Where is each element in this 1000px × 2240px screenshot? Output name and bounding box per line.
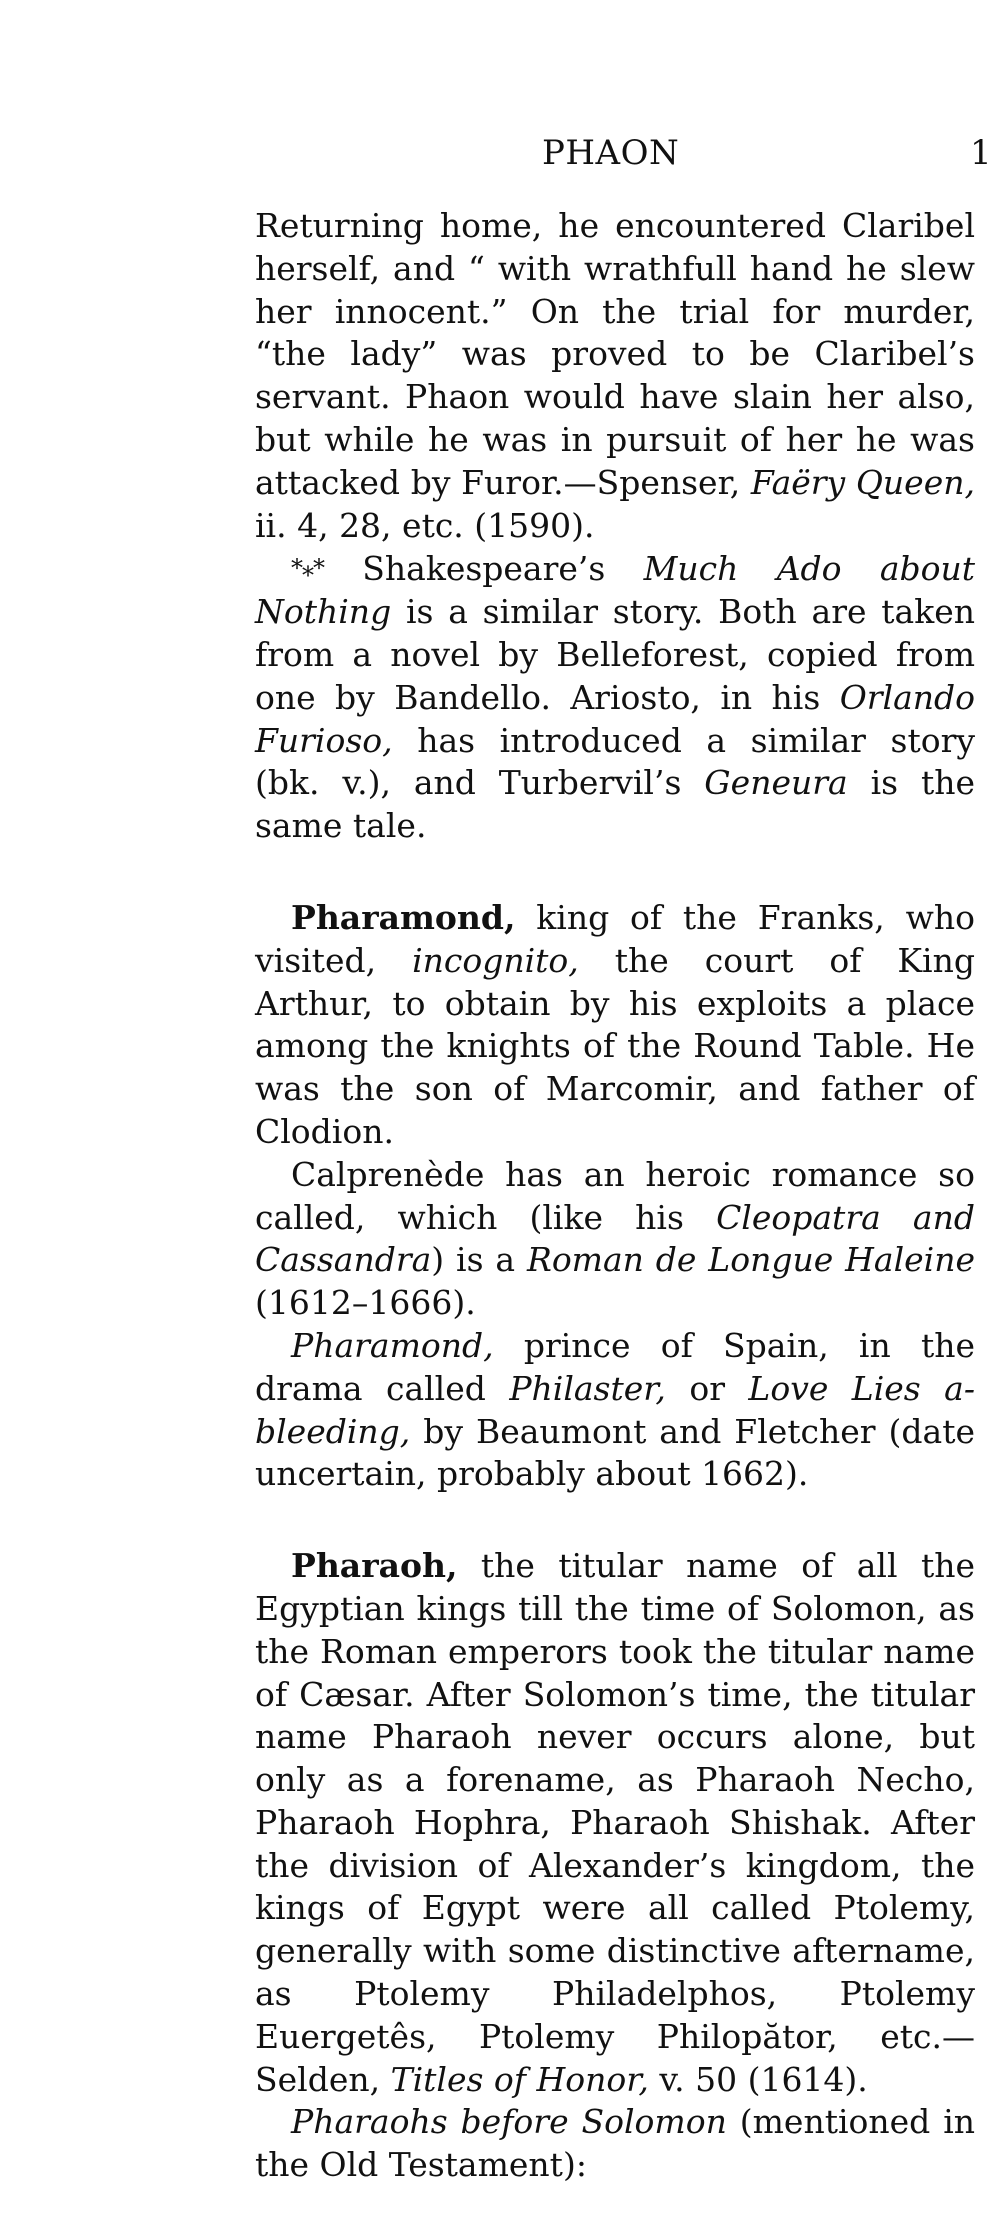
phaon-continuation-paragraph [255, 205, 975, 547]
italic-term: incognito, [412, 940, 579, 980]
pharamond-drama-paragraph [255, 1325, 975, 1496]
entry-text: by Beaumont and Fletcher (date uncertain, probably about 1662). [255, 1411, 975, 1494]
running-head-title: PHAON [542, 133, 680, 173]
pharaohs-before-solomon-paragraph [255, 2101, 975, 2187]
text-column [255, 205, 975, 2187]
entry-text: (mentioned in the Old Testament): [255, 2102, 976, 2185]
work-title: Philaster, [509, 1368, 666, 1408]
note-text: is the same tale. [255, 763, 975, 846]
character-name: Pharamond, [291, 1325, 494, 1365]
entry-text: prince of Spain, in the drama called [255, 1325, 975, 1408]
entry-text: king of the Franks, who visited, [255, 897, 975, 980]
entry-text: the court of King Arthur, to obtain by his exploits a place among the knights of the Round Table. He was the son of Marcomir, and father of Clodion. [255, 940, 975, 1151]
work-title: Geneura [704, 763, 848, 803]
work-title: Roman de Longue Haleine [526, 1240, 975, 1280]
entry-text: Calprenède has an heroic romance so called, which (like his [255, 1154, 975, 1237]
entry-headword: Pharamond, [291, 897, 516, 937]
phaon-text: Returning home, he encountered Claribel herself, and “ with wrathfull hand he slew her innocent.” On the trial for murder, “the lady” was proved to be Claribel’s servant. Phaon would have slain her also, but while he was in pursuit of her he was attacked by Furor.—Spenser, [255, 206, 975, 502]
subheading: Pharaohs before Solomon [291, 2102, 727, 2142]
work-title: Titles of Honor, [390, 2059, 649, 2099]
note-text: is a similar story. Both are taken from a novel by Belleforest, copied from one by Bandello. Ariosto, in his [255, 592, 975, 717]
entry-text: (1612–1666). [255, 1283, 476, 1323]
entry-text: v. 50 (1614). [648, 2059, 868, 2099]
work-title: Orlando Furioso, [255, 677, 975, 760]
page-number: 1 [970, 133, 992, 173]
pharamond-entry [255, 897, 975, 1154]
pharaoh-entry [255, 1545, 975, 2101]
entry-text: the titular name of all the Egyptian kings till the time of Solomon, as the Roman emperors took the titular name of Cæsar. After Solomon’s time, the titular name Pharaoh never occurs alone, but only as a forename, as Pharaoh Necho, Pharaoh Hophra, Pharaoh Shishak. After the division of Alexander’s kingdom, the kings of Egypt were all called Ptolemy, generally with some distinctive aftername, as Ptolemy Philadelphos, Ptolemy Euergetês, Ptolemy Philopător, etc.—Selden, [255, 1546, 975, 2099]
work-title: Love Lies a-bleeding, [255, 1368, 975, 1451]
note-text: Shakespeare’s [324, 549, 644, 589]
asterism-mark: *⁎* [291, 554, 324, 583]
entry-text: ) is a [431, 1240, 527, 1280]
work-title: Much Ado about Nothing [255, 549, 975, 632]
entry-text: or [665, 1368, 749, 1408]
citation: ii. 4, 28, etc. (1590). [255, 505, 595, 545]
phaon-note-paragraph [255, 547, 975, 848]
work-title: Cleopatra and Cassandra [255, 1197, 975, 1280]
running-head [0, 128, 1000, 178]
pharamond-calprenede-paragraph [255, 1154, 975, 1325]
note-text: has introduced a similar story (bk. v.), and Turbervil’s [255, 720, 975, 803]
work-title: Faëry Queen, [750, 462, 975, 502]
entry-headword: Pharaoh, [291, 1546, 458, 1586]
